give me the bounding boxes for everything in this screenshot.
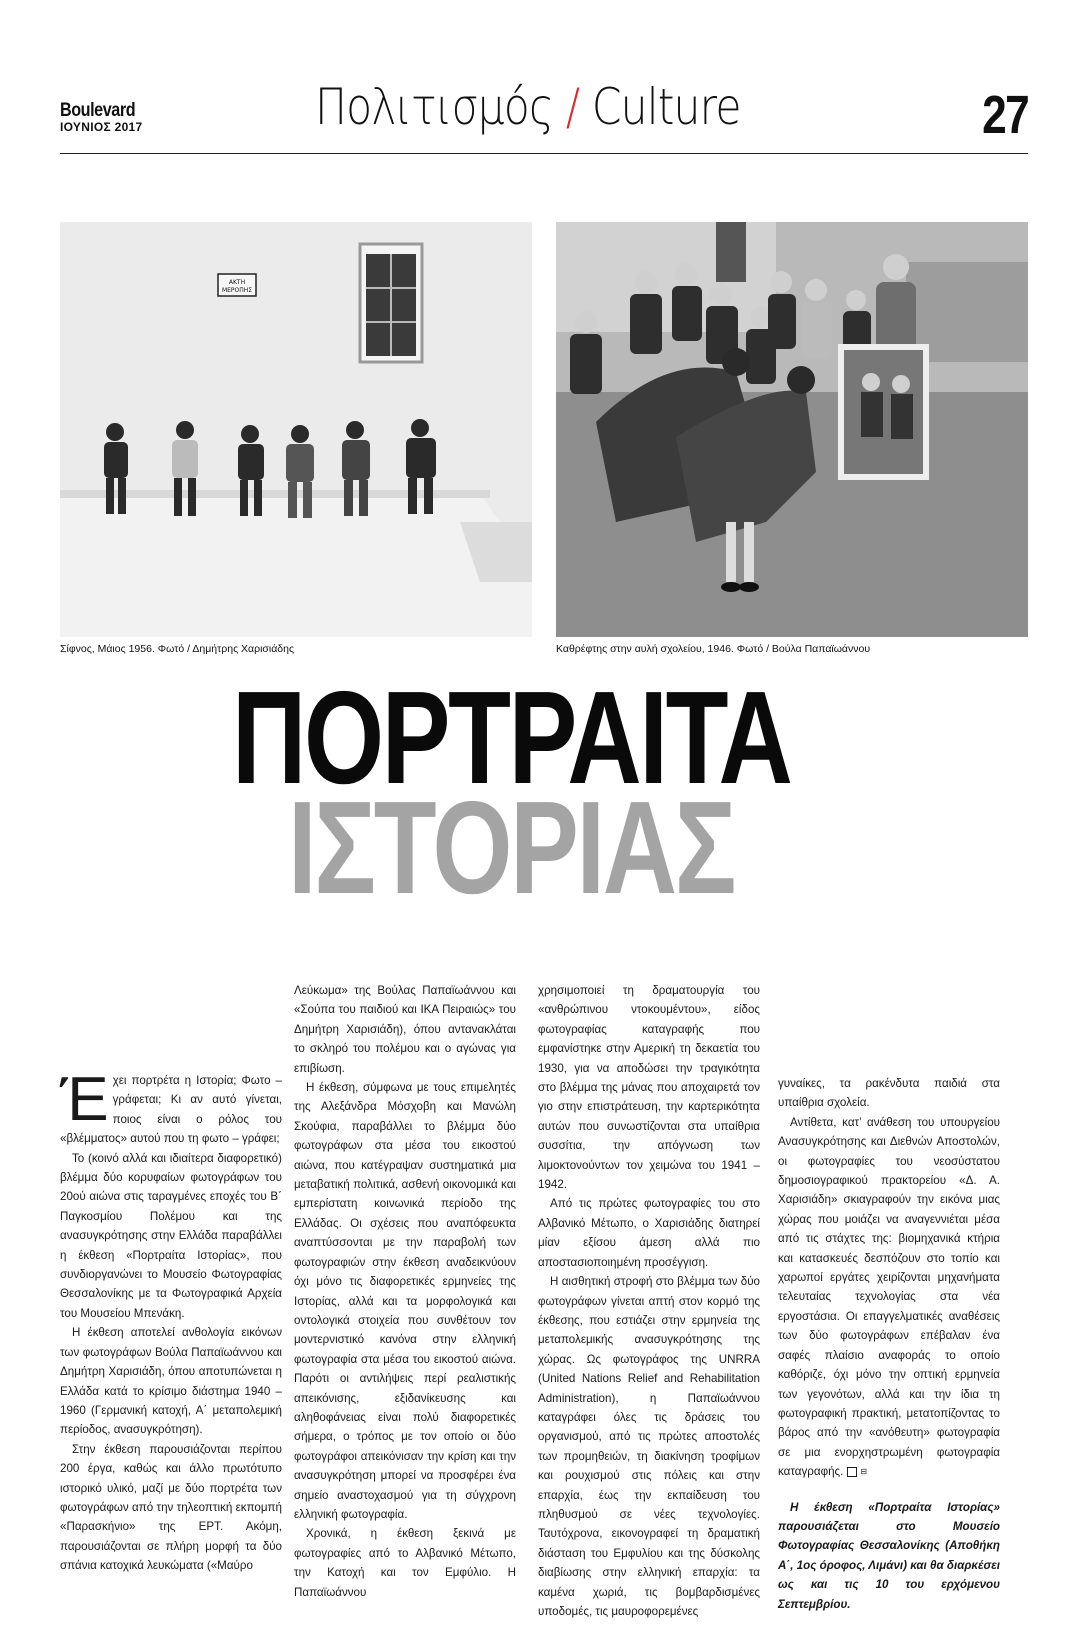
headline-line-1: ΠΟΡΤΡΑΙΤΑ: [232, 664, 791, 811]
masthead: [60, 100, 148, 134]
end-of-article-icon: ⊟: [847, 1467, 857, 1477]
article-paragraph: Χρονικά, η έκθεση ξεκινά με φωτογραφίες από το Αλβανικό Μέτωπο, την Κατοχή και τον Εμφύλιο. Η Παπαϊωάννου: [294, 1527, 516, 1599]
photo-sifnos-caption: Σίφνος, Μάιος 1956. Φωτό / Δημήτρης Χαρισιάδης: [60, 643, 295, 655]
article-paragraph: Στην έκθεση παρουσιάζονται περίπου 200 έργα, καθώς και άλλο πρωτότυπο ιστορικό υλικό, μαζί με δύο πορτρέτα των φωτογράφων από την τηλεοπτική εκπομπή «Παρασκήνιο» της ΕΡΤ. Ακόμη, παρουσιάζονται σε πλήρη μορφή τα δύο σπάνια κατοχικά λευκώματα («Μαύρο: [60, 1442, 282, 1573]
brand-name: Boulevard: [60, 100, 136, 121]
article-paragraph: χρησιμοποιεί τη δραματουργία του «ανθρώπινου ντοκουμέντου», είδος φωτογραφίας καταγραφής που εμφανίστηκε στην Αμερική τη δεκαετία του 1930, για να αποδώσει την τραγικότητα στο βλέμμα της μάνας που αποχαιρετά τον γιο στην επιστράτευση, την καρτερικότητα αυτών που συνωστίζονται στα υπαίθρια συσσίτια, την απόγνωση των λιμοκτονούντων τον χειμώνα του 1941 – 1942.: [538, 984, 760, 1192]
issue-date: ΙΟΥΝΙΟΣ 2017: [60, 120, 143, 134]
sign-line-1: ΑΚΤΗ: [228, 279, 246, 286]
drop-cap: Έ: [60, 1065, 109, 1134]
article-paragraph: [778, 1113, 1000, 1482]
page-number: 27: [982, 85, 1028, 145]
paragraph-text: χει πορτρέτα η Ιστορία; Φωτο – γράφεται; Κι αν αυτό γίνεται, ποιος είναι ο ρόλος του «βλέμματος» αυτού που τη φωτο – γράφει;: [60, 1074, 282, 1146]
sign-line-2: ΜΕΡΟΠΗΣ: [221, 287, 253, 294]
article-column-3: [538, 981, 760, 1621]
photo-sifnos: [60, 222, 532, 637]
article-paragraph: Η έκθεση αποτελεί ανθολογία εικόνων των φωτογράφων Βούλα Παπαϊωάννου και Δημήτρη Χαρισιάδη, όπου αποτυπώνεται η Ελλάδα κατά το κρίσιμο διάστημα 1940 – 1960 (Γερμανική κατοχή, Α΄ μεταπολεμική περίοδος, ανασυγκρότηση).: [60, 1326, 282, 1437]
section-title-greek: Πολιτισμός: [315, 78, 554, 136]
article-paragraph: Λεύκωμα» της Βούλας Παπαϊωάννου και «Σούπα του παιδιού και ΙΚΑ Πειραιώς» του Δημήτρη Χαρισιάδη), όπου αντανακλάται το σκληρό του πολέμου και ο αγώνας για επιβίωση.: [294, 984, 516, 1075]
article-column-2: [294, 981, 516, 1602]
article-paragraph: Το (κοινό αλλά και ιδιαίτερα διαφορετικό) βλέμμα δύο κορυφαίων φωτογράφων του 20ού αιώνα στις ταραγμένες εποχές του Β΄ Παγκοσμίου Πολέμου και της ανασυγκρότησης στην Ελλάδα παραβάλλει η έκθεση «Πορτραίτα Ιστορίας», που συνδιοργανώνει το Μουσείο Φωτογραφίας Θεσσαλονίκης με τα Φωτογραφικά Αρχεία του Μουσείου Μπενάκη.: [60, 1151, 282, 1320]
photo-sifnos-illustration: [60, 222, 532, 637]
section-slash: /: [565, 78, 580, 136]
article-paragraph: Από τις πρώτες φωτογραφίες του στο Αλβανικό Μέτωπο, ο Χαρισιάδης διατηρεί μίαν εξίσου άμεση αλλά πιο αποστασιοποιημένη προσέγγιση.: [538, 1197, 760, 1269]
article-paragraph: Η έκθεση, σύμφωνα με τους επιμελητές της Αλεξάνδρα Μόσχοβη και Μανώλη Σκούφια, παραβάλλει το βλέμμα δύο φωτογράφων στα μέσα του εικοστού αιώνα, που κατέγραψαν συστηματικά μια μεταβατική πολιτικά, ασθενή οικονομικά και εμπερίστατη κοινωνικά περίοδο της Ελλάδας. Οι σχέσεις που αναπόφευκτα αναπτύσσονται με την παραβολή των φωτογραφιών στην έκθεση αναδεικνύουν όχι μόνο τις διαφορετικές ερμηνείες της Ιστορίας, αλλά και τα μορφολογικά και οντολογικά στοιχεία που συνθέτουν τον μοντερνιστικό κανόνα στην ελληνική φωτογραφία στα μέσα του εικοστού αιώνα. Παρότι οι αντιλήψεις περί ρεαλιστικής απεικόνισης, εξιδανίκευσης και αληθοφάνειας είναι πολύ διαφορετικές σήμερα, ο τρόπος με τον οποίο οι δύο φωτογράφοι απεικόνισαν την κρίση και την ανασυγκρότηση μπορεί να προσφέρει ένα σημείο αναστοχασμού για τη σύγχρονη ελληνική φωτογραφία.: [294, 1081, 516, 1521]
page-header: [60, 78, 1028, 154]
photo-mirror-schoolyard: [556, 222, 1028, 637]
article-column-1: [60, 1065, 282, 1576]
article-column-4: [778, 1074, 1000, 1614]
paragraph-text: Αντίθετα, κατ’ ανάθεση του υπουργείου Ανασυγκρότησης και Διεθνών Αποστολών, οι φωτογραφίες του νεοσύστατου δημοσιογραφικού πρακτορείου «Δ. Α. Χαρισιάδη» σκιαγραφούν την εικόνα μιας χώρας που μοιάζει να αναγεννιέται μέσα από τις στάχτες της: βιομηχανικά κτήρια και κατασκευές δεσπόζουν στο τοπίο και χαρωποί εργάτες χειρίζονται μηχανήματα τελευταίας τεχνολογίας στα νέα εργοστάσια. Οι επαγγελματικές αναθέσεις των δύο φωτογράφων επέβαλαν ένα σαφές πλαίσιο αναφοράς το οποίο καθόριζε, όχι μόνο την οπτική ερμηνεία των γεγονότων, αλλά και την ίδια τη φωτογραφική πρακτική, μετατοπίζοντας το βάρος από την «ανόθευτη» φωτογραφία σε μια ενορχηστρωμένη φωτογραφία καταγραφής.: [778, 1115, 1000, 1479]
headline-line-2: ΙΣΤΟΡΙΑΣ: [288, 774, 735, 921]
article-paragraph: γυναίκες, τα ρακένδυτα παιδιά στα υπαίθρια σχολεία.: [778, 1077, 1000, 1110]
photo-mirror-illustration: [556, 222, 1028, 637]
photo-mirror-caption: Καθρέφτης στην αυλή σχολείου, 1946. Φωτό / Βούλα Παπαϊωάννου: [556, 643, 871, 655]
exhibition-info: Η έκθεση «Πορτραίτα Ιστορίας» παρουσιάζεται στο Μουσείο Φωτογραφίας Θεσσαλονίκης (Αποθήκη Α΄, 1ος όροφος, Λιμάνι) και θα διαρκέσει ως και τις 10 του ερχόμενου Σεπτεμβρίου.: [778, 1500, 1000, 1611]
section-title: [315, 78, 741, 136]
article-paragraph: [60, 1065, 282, 1149]
section-title-english: Culture: [591, 78, 741, 136]
article-paragraph: Η αισθητική στροφή στο βλέμμα των δύο φωτογράφων γίνεται απτή στον κορμό της έκθεσης, που εστιάζει στην ερμηνεία της μεταπολεμικής ανασυγκρότησης της χώρας. Ως φωτογράφος της UNRRA (United Nations Relief and Rehabilitation Administration), η Παπαϊωάννου καταγράφει όλες τις δράσεις του οργανισμού, από τις πρώτες αποστολές των προμηθειών, τη διακίνηση τροφίμων και ρουχισμού στις πόλεις και στην επαρχία, έως την εκπαίδευση του πληθυσμού σε νέες τεχνολογίες. Ταυτόχρονα, εικονογραφεί τη δραματική διάσταση του Εμφυλίου και της δύσκολης διαβίωσης στην ελληνική επαρχία: τα καμένα χωριά, τις βομβαρδισμένες υποδομές, τις μαυροφορεμένες: [538, 1275, 760, 1618]
